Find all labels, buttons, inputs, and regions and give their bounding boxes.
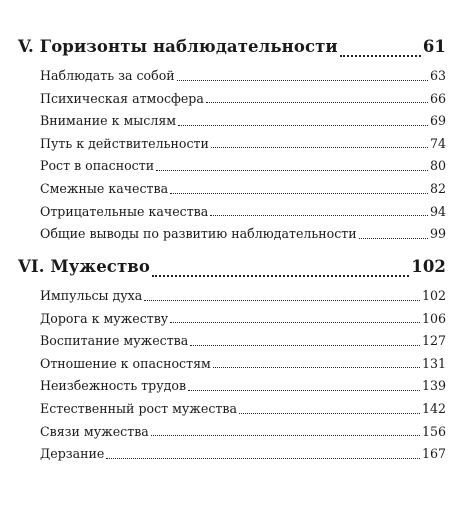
dot-leader bbox=[156, 155, 428, 178]
dot-leader bbox=[340, 33, 421, 65]
dot-leader bbox=[170, 178, 428, 201]
entry-page-number: 139 bbox=[421, 378, 446, 394]
toc-entry[interactable] bbox=[40, 353, 446, 376]
chapter-page-number: 61 bbox=[422, 37, 446, 56]
entry-title: Неизбежность трудов bbox=[40, 378, 187, 394]
toc-entry[interactable] bbox=[40, 88, 446, 111]
dot-leader bbox=[190, 330, 420, 353]
toc-entry[interactable] bbox=[40, 443, 446, 466]
toc-entry[interactable] bbox=[40, 375, 446, 398]
dot-leader bbox=[210, 201, 428, 224]
entry-page-number: 106 bbox=[421, 310, 446, 326]
entry-title: Путь к действительности bbox=[40, 135, 209, 151]
entry-title: Смежные качества bbox=[40, 180, 169, 196]
chapter-title: VI. Мужество bbox=[18, 257, 150, 276]
entry-title: Психическая атмосфера bbox=[40, 90, 204, 106]
dot-leader bbox=[359, 223, 428, 246]
dot-leader bbox=[211, 133, 428, 156]
toc-entry[interactable] bbox=[40, 178, 446, 201]
entry-page-number: 63 bbox=[429, 68, 446, 83]
entry-title: Наблюдать за собой bbox=[40, 68, 175, 83]
dot-leader bbox=[151, 421, 420, 444]
toc-entry[interactable] bbox=[40, 201, 446, 224]
chapter-page-number: 102 bbox=[411, 257, 446, 276]
entry-title: Естественный рост мужества bbox=[40, 400, 237, 416]
entry-title: Связи мужества bbox=[40, 423, 149, 439]
toc-section-6 bbox=[18, 253, 446, 466]
entry-page-number: 142 bbox=[421, 400, 446, 416]
toc-section-5 bbox=[18, 33, 446, 246]
entry-page-number: 131 bbox=[421, 355, 446, 371]
entry-page-number: 156 bbox=[421, 423, 446, 439]
entry-title: Общие выводы по развитию наблюдательности bbox=[40, 226, 357, 242]
entry-title: Отношение к опасностям bbox=[40, 355, 211, 371]
entry-title: Воспитание мужества bbox=[40, 333, 189, 349]
entry-page-number: 102 bbox=[421, 288, 446, 303]
dot-leader bbox=[213, 353, 420, 376]
entry-page-number: 69 bbox=[429, 113, 446, 129]
toc-entry[interactable] bbox=[40, 398, 446, 421]
entry-page-number: 94 bbox=[429, 203, 446, 219]
entry-title: Внимание к мыслям bbox=[40, 113, 177, 129]
entry-page-number: 82 bbox=[429, 180, 446, 196]
toc-entry[interactable] bbox=[40, 65, 446, 88]
entry-page-number: 74 bbox=[429, 135, 446, 151]
dot-leader bbox=[177, 65, 428, 88]
entry-title: Рост в опасности bbox=[40, 158, 155, 174]
dot-leader bbox=[239, 398, 420, 421]
toc-entry[interactable] bbox=[40, 330, 446, 353]
toc-chapter-heading[interactable] bbox=[18, 253, 446, 285]
dot-leader bbox=[170, 308, 420, 331]
toc-entry[interactable] bbox=[40, 421, 446, 444]
dot-leader bbox=[206, 88, 428, 111]
entry-title: Отрицательные качества bbox=[40, 203, 209, 219]
entry-title: Импульсы духа bbox=[40, 288, 143, 303]
dot-leader bbox=[178, 110, 428, 133]
toc-entry[interactable] bbox=[40, 155, 446, 178]
entry-title: Дорога к мужеству bbox=[40, 310, 169, 326]
dot-leader bbox=[144, 285, 420, 308]
entry-page-number: 127 bbox=[421, 333, 446, 349]
dot-leader bbox=[106, 443, 420, 466]
toc-entry[interactable] bbox=[40, 308, 446, 331]
toc-entry[interactable] bbox=[40, 133, 446, 156]
dot-leader bbox=[188, 375, 420, 398]
toc-chapter-heading[interactable] bbox=[18, 33, 446, 65]
dot-leader bbox=[152, 253, 409, 285]
entry-page-number: 80 bbox=[429, 158, 446, 174]
chapter-title: V. Горизонты наблюдательности bbox=[18, 37, 338, 56]
entry-page-number: 66 bbox=[429, 90, 446, 106]
toc-entry[interactable] bbox=[40, 110, 446, 133]
entry-title: Дерзание bbox=[40, 446, 105, 462]
toc-entry[interactable] bbox=[40, 285, 446, 308]
entry-page-number: 99 bbox=[429, 226, 446, 242]
entry-page-number: 167 bbox=[421, 446, 446, 462]
toc-entry[interactable] bbox=[40, 223, 446, 246]
